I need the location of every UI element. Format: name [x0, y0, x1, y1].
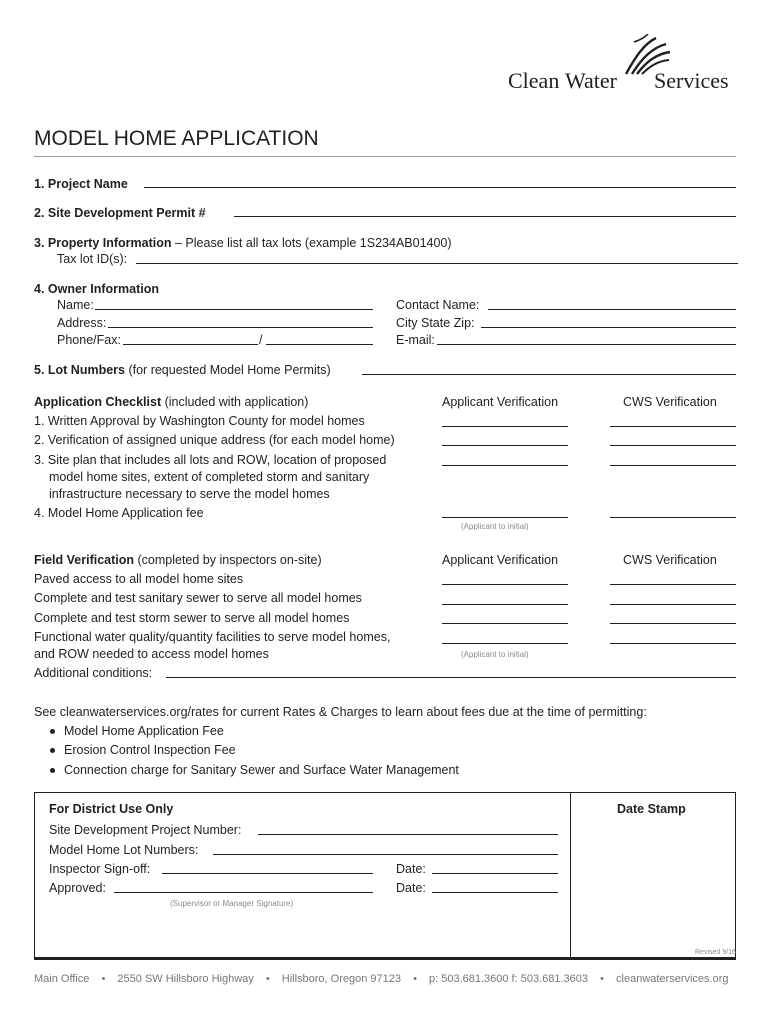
logo-water: Water [565, 68, 617, 93]
fee-item-1: Model Home Application Fee [64, 724, 224, 738]
checklist-item-3: 3. Site plan that includes all lots and ROW, location of proposed [34, 453, 387, 467]
property-info-label: 3. Property Information – Please list all tax lots (example 1S234AB01400) [34, 236, 452, 250]
field-item-1: Paved access to all model home sites [34, 572, 244, 586]
additional-conditions-field[interactable] [166, 677, 736, 678]
project-number-field[interactable] [258, 834, 558, 835]
city-state-zip-field[interactable] [481, 327, 736, 328]
field-item-2: Complete and test sanitary sewer to serve all model homes [34, 591, 362, 605]
checklist-1-cws-field[interactable] [610, 426, 736, 427]
owner-name-label: Name: [57, 298, 94, 312]
footer-sep-2: • [265, 973, 270, 985]
logo-services: Services [654, 68, 729, 93]
contact-name-label: Contact Name: [396, 298, 480, 312]
checklist-item-3-line2: model home sites, extent of completed storm and sanitary [49, 470, 370, 484]
owner-fax-field[interactable] [266, 344, 373, 345]
checklist-title: Application Checklist (included with application) [34, 395, 309, 409]
field-initial-note: (Applicant to initial) [461, 650, 529, 659]
site-permit-field[interactable] [234, 216, 736, 217]
title-rule [34, 156, 736, 157]
checklist-3-cws-field[interactable] [610, 465, 736, 466]
field-item-3: Complete and test storm sewer to serve all model homes [34, 611, 350, 625]
checklist-1-applicant-field[interactable] [442, 426, 568, 427]
checklist-applicant-col: Applicant Verification [442, 395, 559, 409]
field-verification-title: Field Verification (completed by inspectors on-site) [34, 553, 322, 567]
contact-name-field[interactable] [488, 309, 736, 310]
lot-numbers-district-label: Model Home Lot Numbers: [49, 843, 199, 857]
page-title: MODEL HOME APPLICATION [34, 127, 319, 150]
district-divider [570, 793, 571, 957]
owner-phone-field[interactable] [123, 344, 258, 345]
fee-item-2: Erosion Control Inspection Fee [64, 743, 236, 757]
date-stamp-label: Date Stamp [617, 802, 686, 816]
field-3-applicant-field[interactable] [442, 623, 568, 624]
site-permit-label: 2. Site Development Permit # [34, 206, 206, 220]
email-label: E-mail: [396, 333, 435, 347]
owner-address-label: Address: [57, 316, 107, 330]
lot-numbers-field[interactable] [362, 374, 736, 375]
fee-bullet-3-icon [50, 768, 55, 773]
date-2-field[interactable] [432, 892, 558, 893]
project-name-field[interactable] [144, 187, 736, 188]
revised-note: Revised 9/16 [695, 949, 736, 956]
field-3-cws-field[interactable] [610, 623, 736, 624]
footer-phone: p: 503.681.3600 f: 503.681.3603 [428, 973, 589, 985]
field-applicant-col: Applicant Verification [442, 553, 559, 567]
footer-sep-1: • [101, 973, 106, 985]
checklist-initial-note: (Applicant to initial) [461, 522, 529, 531]
footer-city: Hillsboro, Oregon 97123 [281, 973, 401, 985]
city-state-zip-label: City State Zip: [396, 316, 475, 330]
project-name-label: 1. Project Name [34, 177, 128, 191]
field-2-cws-field[interactable] [610, 604, 736, 605]
field-4-applicant-field[interactable] [442, 643, 568, 644]
checklist-4-applicant-field[interactable] [442, 517, 568, 518]
approved-label: Approved: [49, 881, 106, 895]
project-number-label: Site Development Project Number: [49, 823, 242, 837]
fees-intro: See cleanwaterservices.org/rates for current Rates & Charges to learn about fees due at the time of permitting: [34, 705, 647, 719]
footer-office: Main Office [34, 973, 90, 985]
checklist-2-applicant-field[interactable] [442, 445, 568, 446]
logo [508, 34, 738, 96]
owner-address-field[interactable] [108, 327, 373, 328]
owner-info-label: 4. Owner Information [34, 282, 160, 296]
email-field[interactable] [437, 344, 736, 345]
field-1-cws-field[interactable] [610, 584, 736, 585]
footer-web-link[interactable]: cleanwaterservices.org [616, 973, 729, 985]
date-1-field[interactable] [432, 873, 558, 874]
fee-bullet-2-icon [50, 748, 55, 753]
field-1-applicant-field[interactable] [442, 584, 568, 585]
logo-clean: Clean [508, 68, 560, 93]
tax-lot-label: Tax lot ID(s): [57, 252, 128, 266]
field-2-applicant-field[interactable] [442, 604, 568, 605]
signature-note: (Supervisor or Manager Signature) [170, 899, 294, 908]
checklist-cws-col: CWS Verification [623, 395, 717, 409]
checklist-item-4: 4. Model Home Application fee [34, 506, 204, 520]
field-item-4-line2: and ROW needed to access model homes [34, 647, 269, 661]
field-cws-col: CWS Verification [623, 553, 717, 567]
inspector-signoff-field[interactable] [162, 873, 373, 874]
checklist-item-2: 2. Verification of assigned unique address (for each model home) [34, 433, 395, 447]
date-2-label: Date: [396, 881, 426, 895]
checklist-item-3-line3: infrastructure necessary to serve the model homes [49, 487, 330, 501]
lot-numbers-label: 5. Lot Numbers (for requested Model Home Permits) [34, 363, 331, 377]
date-1-label: Date: [396, 862, 426, 876]
lot-numbers-district-field[interactable] [213, 854, 558, 855]
approved-field[interactable] [114, 892, 373, 893]
checklist-item-1: 1. Written Approval by Washington County for model homes [34, 414, 365, 428]
inspector-signoff-label: Inspector Sign-off: [49, 862, 151, 876]
checklist-4-cws-field[interactable] [610, 517, 736, 518]
field-4-cws-field[interactable] [610, 643, 736, 644]
checklist-3-applicant-field[interactable] [442, 465, 568, 466]
phone-fax-slash: / [259, 333, 263, 347]
field-item-4: Functional water quality/quantity facilities to serve model homes, [34, 630, 391, 644]
fee-bullet-1-icon [50, 729, 55, 734]
district-title: For District Use Only [49, 802, 174, 816]
checklist-2-cws-field[interactable] [610, 445, 736, 446]
tax-lot-field[interactable] [136, 263, 738, 264]
footer-sep-4: • [600, 973, 604, 985]
owner-name-field[interactable] [95, 309, 373, 310]
footer-bar [34, 973, 729, 985]
additional-conditions-label: Additional conditions: [34, 666, 153, 680]
fee-item-3: Connection charge for Sanitary Sewer and Surface Water Management [64, 763, 459, 777]
footer-address: 2550 SW Hillsboro Highway [117, 973, 254, 985]
footer-sep-3: • [413, 973, 417, 985]
owner-phone-label: Phone/Fax: [57, 333, 121, 347]
